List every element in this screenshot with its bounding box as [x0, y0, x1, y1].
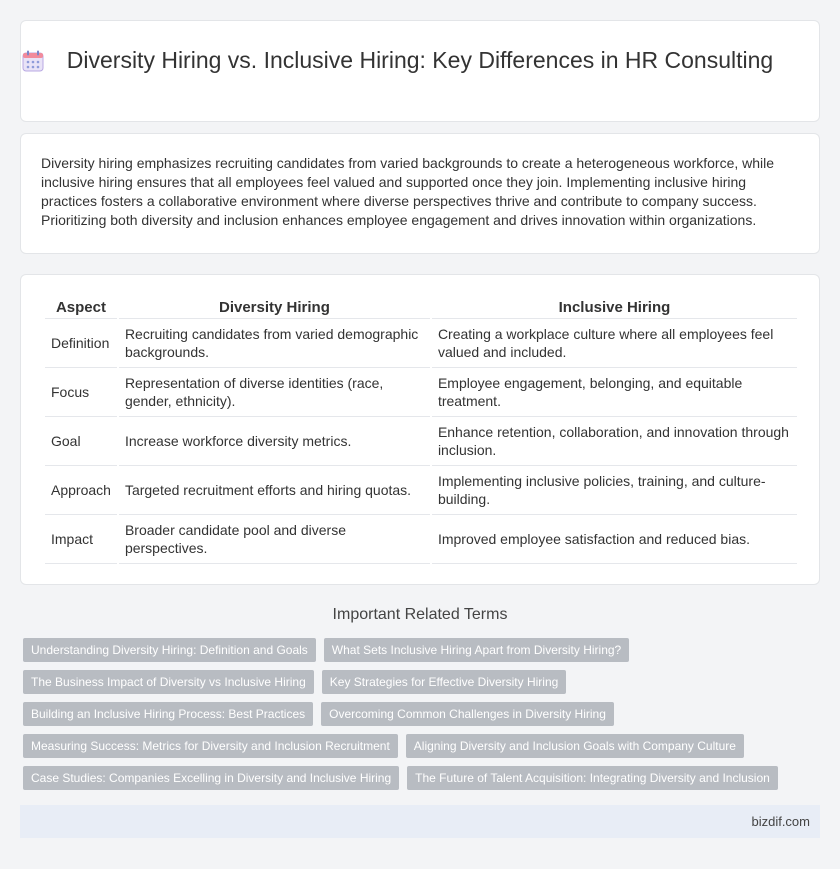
- row-diversity-cell: Increase workforce diversity metrics.: [119, 417, 430, 466]
- tag-row: [23, 638, 820, 662]
- header-diversity-hiring: Diversity Hiring: [119, 295, 430, 319]
- header-aspect: Aspect: [45, 295, 117, 319]
- row-diversity-cell: Representation of diverse identities (race, gender, ethnicity).: [119, 368, 430, 417]
- intro-card: [20, 133, 820, 254]
- tag-row: [23, 766, 820, 790]
- row-aspect: Impact: [45, 515, 117, 564]
- row-aspect: Goal: [45, 417, 117, 466]
- site-link[interactable]: bizdif.com: [751, 814, 810, 829]
- tag-row: [23, 734, 820, 758]
- table-row: [45, 319, 797, 368]
- row-diversity-cell: Recruiting candidates from varied demographic backgrounds.: [119, 319, 430, 368]
- row-inclusive-cell: Employee engagement, belonging, and equitable treatment.: [432, 368, 797, 417]
- row-aspect: Focus: [45, 368, 117, 417]
- related-term-tag[interactable]: The Business Impact of Diversity vs Inclusive Hiring: [23, 670, 314, 694]
- row-inclusive-cell: Creating a workplace culture where all employees feel valued and included.: [432, 319, 797, 368]
- related-term-tag[interactable]: Overcoming Common Challenges in Diversity Hiring: [321, 702, 614, 726]
- row-inclusive-cell: Enhance retention, collaboration, and innovation through inclusion.: [432, 417, 797, 466]
- table-row: [45, 417, 797, 466]
- related-terms-title: Important Related Terms: [332, 606, 508, 623]
- page-title: Diversity Hiring vs. Inclusive Hiring: Key Differences in HR Consulting: [66, 47, 774, 73]
- table-header-row: [45, 295, 797, 319]
- intro-text: Diversity hiring emphasizes recruiting candidates from varied backgrounds to create a heterogeneous workforce, while inclusive hiring ensures that all employees feel valued and supported once they join. Implementing inclusive hiring practices fosters a collaborative environment where diverse perspectives thrive and contribute to company success. Prioritizing both diversity and inclusion enhances employee engagement and drives innovation within organizations.: [41, 155, 775, 228]
- comparison-table: [43, 295, 799, 564]
- tag-row: [23, 702, 820, 726]
- row-inclusive-cell: Improved employee satisfaction and reduced bias.: [432, 515, 797, 564]
- title-wrap: [67, 45, 773, 75]
- row-aspect: Definition: [45, 319, 117, 368]
- related-terms-tags: [20, 638, 820, 798]
- footer: [20, 805, 820, 838]
- calendar-icon: [21, 49, 45, 73]
- related-term-tag[interactable]: Building an Inclusive Hiring Process: Best Practices: [23, 702, 313, 726]
- row-diversity-cell: Broader candidate pool and diverse perspectives.: [119, 515, 430, 564]
- row-inclusive-cell: Implementing inclusive policies, training, and culture-building.: [432, 466, 797, 515]
- related-term-tag[interactable]: Measuring Success: Metrics for Diversity and Inclusion Recruitment: [23, 734, 398, 758]
- related-term-tag[interactable]: The Future of Talent Acquisition: Integrating Diversity and Inclusion: [407, 766, 778, 790]
- table-row: [45, 515, 797, 564]
- header-inclusive-hiring: Inclusive Hiring: [432, 295, 797, 319]
- related-term-tag[interactable]: Aligning Diversity and Inclusion Goals with Company Culture: [406, 734, 744, 758]
- related-term-tag[interactable]: What Sets Inclusive Hiring Apart from Diversity Hiring?: [324, 638, 629, 662]
- header-card: [20, 20, 820, 122]
- tag-row: [23, 670, 820, 694]
- row-aspect: Approach: [45, 466, 117, 515]
- table-row: [45, 368, 797, 417]
- related-term-tag[interactable]: Case Studies: Companies Excelling in Diversity and Inclusive Hiring: [23, 766, 399, 790]
- related-term-tag[interactable]: Understanding Diversity Hiring: Definition and Goals: [23, 638, 316, 662]
- row-diversity-cell: Targeted recruitment efforts and hiring quotas.: [119, 466, 430, 515]
- table-row: [45, 466, 797, 515]
- comparison-table-card: [20, 274, 820, 585]
- related-term-tag[interactable]: Key Strategies for Effective Diversity Hiring: [322, 670, 567, 694]
